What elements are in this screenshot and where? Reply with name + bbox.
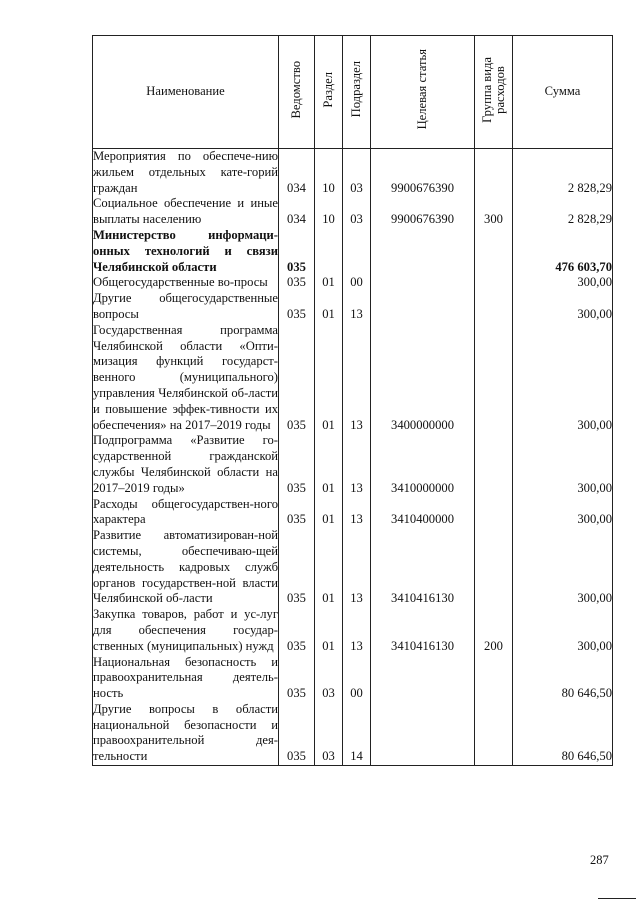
celevaya-cell [371, 702, 475, 766]
name-cell: Мероприятия по обеспече-нию жильем отдельных кате-горий граждан [93, 149, 278, 195]
name-cell: Национальная безопасность и правоохранительная деятель-ность [93, 654, 278, 701]
name-cell: Другие общегосударственные вопросы [93, 291, 278, 321]
gruppa-cell [475, 228, 513, 275]
name-cell: Развитие автоматизирован-ной системы, обеспечиваю-щей деятельность кадровых служб органов государствен-ной власти Челябинской об-ласти [93, 528, 278, 606]
gruppa-cell [475, 275, 513, 291]
table-row [93, 275, 613, 291]
summa-cell: 2 828,29 [513, 196, 613, 228]
name-cell: Расходы общегосударствен-ного характера [93, 496, 278, 527]
summa-cell: 300,00 [513, 497, 613, 529]
podrazdel-cell: 03 [343, 149, 371, 197]
celevaya-cell: 9900676390 [371, 149, 475, 197]
razdel-cell: 01 [315, 528, 343, 607]
page-number: 287 [590, 853, 609, 867]
razdel-cell: 10 [315, 149, 343, 197]
podrazdel-cell [343, 228, 371, 275]
header-summa: Сумма [513, 36, 613, 149]
razdel-cell: 03 [315, 655, 343, 702]
vedomstvo-cell: 035 [279, 607, 315, 654]
podrazdel-cell: 13 [343, 497, 371, 529]
vedomstvo-cell: 035 [279, 433, 315, 496]
table-row [93, 702, 613, 766]
vedomstvo-cell: 035 [279, 497, 315, 529]
summa-cell: 300,00 [513, 275, 613, 291]
summa-cell: 476 603,70 [513, 228, 613, 275]
name-cell: Закупка товаров, работ и ус-луг для обеспечения государ-ственных (муниципальных) нужд [93, 607, 278, 653]
celevaya-cell: 9900676390 [371, 196, 475, 228]
summa-cell: 300,00 [513, 433, 613, 496]
celevaya-cell: 3400000000 [371, 323, 475, 434]
header-celevaya: Целевая статья [371, 36, 475, 149]
vedomstvo-cell: 035 [279, 291, 315, 323]
table-header-row [93, 36, 613, 149]
celevaya-cell [371, 275, 475, 291]
celevaya-cell: 3410416130 [371, 607, 475, 654]
name-cell: Министерство информаци-онных технологий и связи Челябинской области [93, 227, 278, 274]
podrazdel-cell: 00 [343, 275, 371, 291]
vedomstvo-cell: 035 [279, 702, 315, 766]
gruppa-cell [475, 497, 513, 529]
name-cell: Общегосударственные во-просы [93, 275, 279, 291]
table-row [93, 497, 613, 529]
vedomstvo-cell: 035 [279, 655, 315, 702]
celevaya-cell: 3410416130 [371, 528, 475, 607]
podrazdel-cell: 13 [343, 291, 371, 323]
table-row [93, 196, 613, 228]
header-razdel: Раздел [315, 36, 343, 149]
name-cell: Социальное обеспечение и иные выплаты населению [93, 196, 278, 227]
gruppa-cell [475, 702, 513, 766]
summa-cell: 80 646,50 [513, 702, 613, 766]
summa-cell: 300,00 [513, 323, 613, 434]
razdel-cell: 10 [315, 196, 343, 228]
razdel-cell [315, 228, 343, 275]
razdel-cell: 01 [315, 275, 343, 291]
razdel-cell: 01 [315, 291, 343, 323]
podrazdel-cell: 13 [343, 323, 371, 434]
podrazdel-cell: 00 [343, 655, 371, 702]
celevaya-cell [371, 291, 475, 323]
podrazdel-cell: 13 [343, 607, 371, 654]
podrazdel-cell: 03 [343, 196, 371, 228]
name-cell: Подпрограмма «Развитие го-сударственной гражданской службы Челябинской области на 2017–2019 годы» [93, 433, 278, 495]
vedomstvo-cell: 035 [279, 275, 315, 291]
razdel-cell: 03 [315, 702, 343, 766]
razdel-cell: 01 [315, 607, 343, 654]
corner-rule [598, 898, 636, 899]
celevaya-cell: 3410000000 [371, 433, 475, 496]
podrazdel-cell: 14 [343, 702, 371, 766]
summa-cell: 300,00 [513, 291, 613, 323]
razdel-cell: 01 [315, 433, 343, 496]
razdel-cell: 01 [315, 323, 343, 434]
table-row [93, 228, 613, 275]
table-row [93, 607, 613, 654]
gruppa-cell [475, 323, 513, 434]
podrazdel-cell: 13 [343, 433, 371, 496]
header-vedomstvo: Ведомство [279, 36, 315, 149]
summa-cell: 80 646,50 [513, 655, 613, 702]
gruppa-cell [475, 149, 513, 197]
vedomstvo-cell: 035 [279, 323, 315, 434]
vedomstvo-cell: 035 [279, 528, 315, 607]
vedomstvo-cell: 035 [279, 228, 315, 275]
table-row [93, 323, 613, 434]
table-row [93, 149, 613, 197]
summa-cell: 300,00 [513, 607, 613, 654]
summa-cell: 2 828,29 [513, 149, 613, 197]
gruppa-cell [475, 655, 513, 702]
podrazdel-cell: 13 [343, 528, 371, 607]
gruppa-cell [475, 291, 513, 323]
name-cell: Государственная программа Челябинской области «Опти-мизация функций государст-венного (муниципального) управления Челябинской об-ласти и повышение эффек-тивности их обеспечения» на 2017–2019 годы [93, 322, 278, 432]
razdel-cell: 01 [315, 497, 343, 529]
gruppa-cell [475, 528, 513, 607]
vedomstvo-cell: 034 [279, 149, 315, 197]
header-name: Наименование [93, 36, 279, 149]
celevaya-cell [371, 655, 475, 702]
gruppa-cell: 200 [475, 607, 513, 654]
celevaya-cell: 3410400000 [371, 497, 475, 529]
table-row [93, 433, 613, 496]
table-row [93, 291, 613, 323]
header-podrazdel: Подраздел [343, 36, 371, 149]
budget-table [92, 35, 613, 766]
summa-cell: 300,00 [513, 528, 613, 607]
table-row [93, 528, 613, 607]
vedomstvo-cell: 034 [279, 196, 315, 228]
table-body [93, 149, 613, 766]
table-row [93, 655, 613, 702]
header-gruppa: Группа вида расходов [475, 36, 513, 149]
name-cell: Другие вопросы в области национальной безопасности и правоохранительной дея-тельности [93, 702, 279, 766]
gruppa-cell: 300 [475, 196, 513, 228]
gruppa-cell [475, 433, 513, 496]
celevaya-cell [371, 228, 475, 275]
